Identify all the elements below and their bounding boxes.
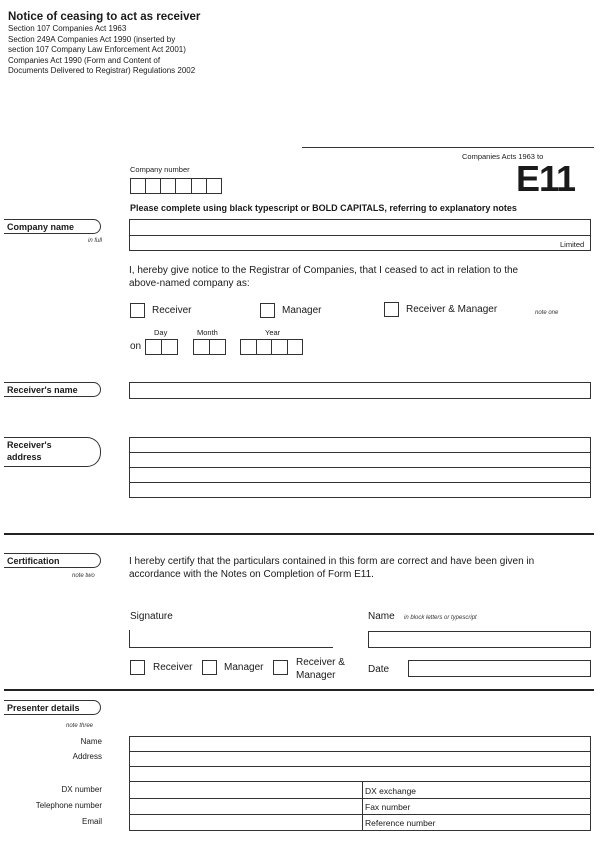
receiver-and-manager-option-label: Receiver & Manager bbox=[406, 304, 498, 315]
tab-receivers-address-line: Receiver's bbox=[7, 440, 52, 450]
dx-number-label: DX number bbox=[61, 785, 102, 794]
field-divider bbox=[129, 452, 591, 453]
cert-receiver-and-manager-label: Manager bbox=[296, 670, 336, 681]
digit-divider bbox=[160, 178, 161, 194]
on-label: on bbox=[130, 341, 142, 352]
digit-divider bbox=[256, 339, 257, 355]
digit-divider bbox=[161, 339, 162, 355]
limited-label: Limited bbox=[560, 240, 585, 249]
reference-number-label[interactable]: Reference number bbox=[365, 818, 436, 828]
field-divider bbox=[129, 235, 591, 236]
certification-text: I hereby certify that the particulars contained in this form are correct and have been given in bbox=[129, 556, 535, 567]
note-three: note three bbox=[66, 723, 94, 729]
field-divider bbox=[129, 766, 591, 767]
digit-divider bbox=[271, 339, 272, 355]
acts-label: Companies Acts 1963 to bbox=[462, 152, 544, 161]
legal-basis-line: Section 107 Companies Act 1963 bbox=[8, 24, 127, 33]
field-divider bbox=[129, 751, 591, 752]
digit-divider bbox=[287, 339, 288, 355]
cert-receiver-and-manager-checkbox[interactable] bbox=[273, 660, 288, 675]
section-divider bbox=[4, 689, 594, 691]
notice-text: above-named company as: bbox=[129, 278, 250, 289]
in-full-note: in full bbox=[88, 238, 103, 244]
day-label: Day bbox=[154, 328, 168, 337]
receiver-and-manager-checkbox[interactable] bbox=[384, 302, 399, 317]
tab-certification: Certification bbox=[4, 553, 101, 568]
signature-field[interactable] bbox=[129, 630, 333, 648]
legal-basis-line: Documents Delivered to Registrar) Regulations 2002 bbox=[8, 66, 196, 75]
date-label: Date bbox=[368, 664, 390, 675]
digit-divider bbox=[175, 178, 176, 194]
presenter-address-label: Address bbox=[72, 752, 102, 761]
legal-basis-line: section 107 Company Law Enforcement Act 2001) bbox=[8, 45, 186, 54]
tab-receivers-address bbox=[4, 437, 101, 467]
receiver-checkbox[interactable] bbox=[130, 303, 145, 318]
digit-divider bbox=[145, 178, 146, 194]
certification-text: accordance with the Notes on Completion of Form E11. bbox=[129, 569, 374, 580]
dx-exchange-label[interactable]: DX exchange bbox=[365, 786, 417, 796]
column-divider bbox=[362, 782, 363, 831]
field-divider bbox=[129, 467, 591, 468]
certification-date-field[interactable] bbox=[408, 660, 591, 677]
cert-receiver-label: Receiver bbox=[153, 662, 193, 673]
form-title: Notice of ceasing to act as receiver bbox=[8, 11, 201, 23]
digit-divider bbox=[209, 339, 210, 355]
company-number-label: Company number bbox=[130, 165, 190, 174]
certifier-name-field[interactable] bbox=[368, 631, 591, 648]
digit-divider bbox=[191, 178, 192, 194]
fax-number-label[interactable]: Fax number bbox=[365, 802, 411, 812]
email-label: Email bbox=[81, 817, 102, 826]
month-label: Month bbox=[197, 328, 218, 337]
presenter-name-address-field[interactable] bbox=[129, 736, 591, 782]
tab-company-name: Company name bbox=[4, 219, 101, 234]
dx-number-field[interactable] bbox=[130, 783, 361, 798]
digit-divider bbox=[206, 178, 207, 194]
note-one: note one bbox=[535, 310, 559, 316]
telephone-number-field[interactable] bbox=[130, 799, 361, 814]
form-header bbox=[8, 10, 200, 77]
cert-receiver-and-manager-label: Receiver & bbox=[296, 657, 345, 668]
presenter-name-label: Name bbox=[80, 737, 102, 746]
tab-presenter-details: Presenter details bbox=[4, 700, 101, 715]
telephone-number-label: Telephone number bbox=[35, 801, 102, 810]
field-divider bbox=[129, 482, 591, 483]
legal-basis-line: Companies Act 1990 (Form and Content of bbox=[8, 55, 161, 65]
manager-option-label: Manager bbox=[282, 305, 322, 316]
legal-basis-line: Section 249A Companies Act 1990 (inserted by bbox=[8, 34, 176, 44]
form-code: E11 bbox=[516, 158, 576, 199]
company-number-field[interactable] bbox=[130, 178, 222, 194]
year-label: Year bbox=[265, 328, 281, 337]
name-hint: in block letters or typescript bbox=[404, 615, 477, 621]
name-label: Name bbox=[368, 611, 395, 622]
cert-manager-checkbox[interactable] bbox=[202, 660, 217, 675]
header-rule bbox=[302, 147, 594, 148]
cert-manager-label: Manager bbox=[224, 662, 264, 673]
notice-text: I, hereby give notice to the Registrar of Companies, that I ceased to act in relation to the bbox=[129, 265, 519, 276]
receivers-name-field[interactable] bbox=[129, 382, 591, 399]
tab-receivers-address-line: address bbox=[7, 452, 42, 462]
email-field[interactable] bbox=[130, 815, 361, 830]
note-two: note two bbox=[72, 573, 95, 579]
cert-receiver-checkbox[interactable] bbox=[130, 660, 145, 675]
receiver-option-label: Receiver bbox=[152, 305, 192, 316]
tab-receivers-name: Receiver's name bbox=[4, 382, 101, 397]
manager-checkbox[interactable] bbox=[260, 303, 275, 318]
instructions-text: Please complete using black typescript or BOLD CAPITALS, referring to explanatory notes bbox=[130, 203, 517, 213]
section-divider bbox=[4, 533, 594, 535]
signature-label: Signature bbox=[130, 611, 173, 622]
